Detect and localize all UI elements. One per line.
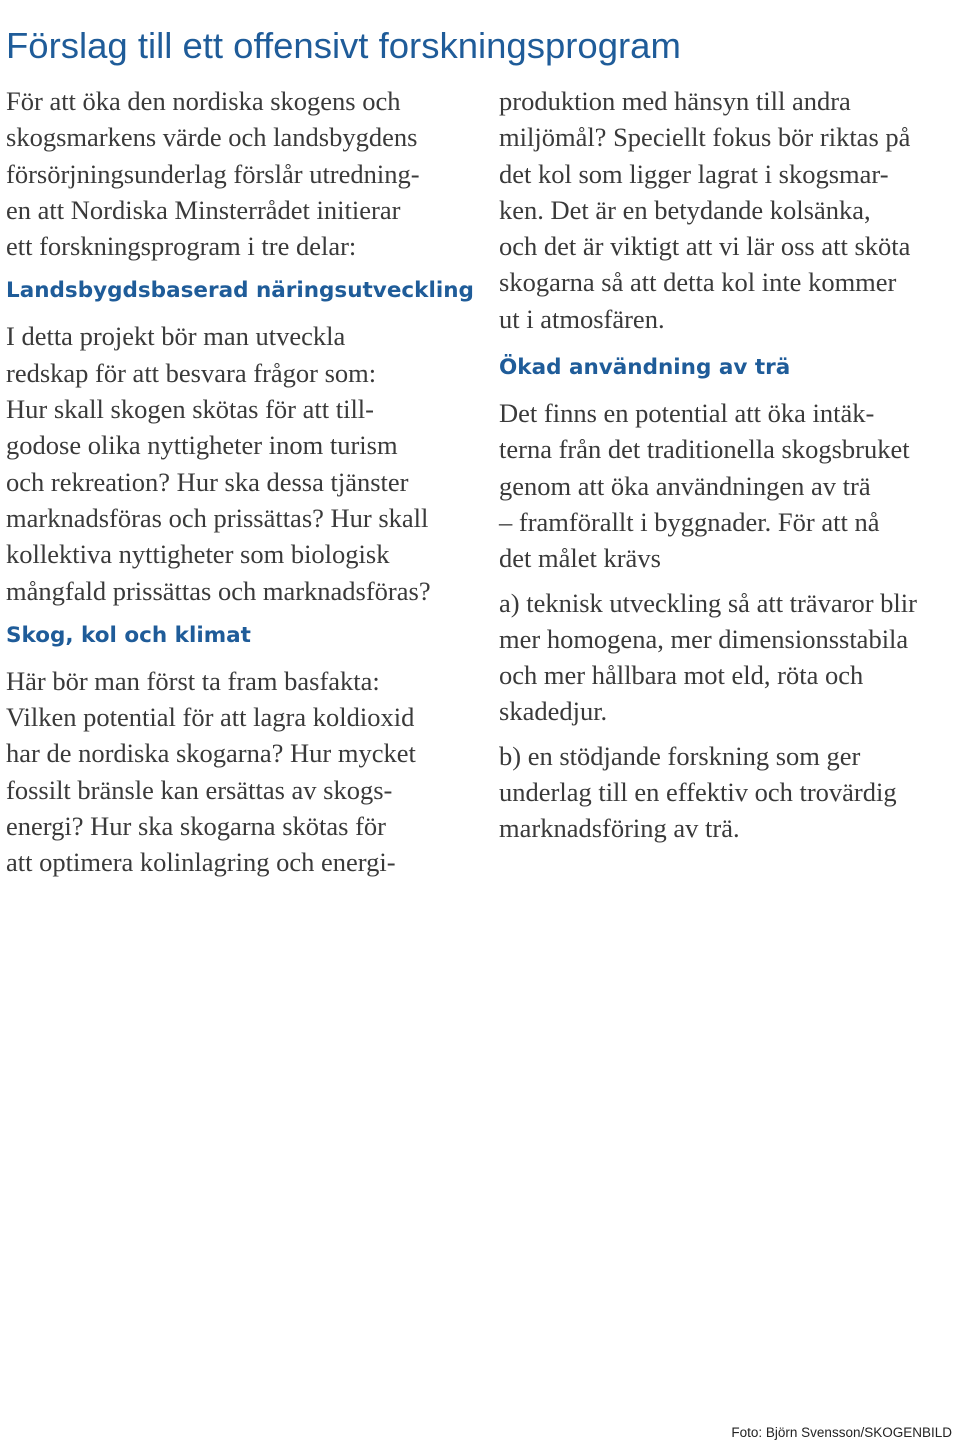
text-line: och rekreation? Hur ska dessa tjänster [6,466,409,497]
text-line: mångfald prissättas och marknadsföras? [6,575,431,606]
text-line: I detta projekt bör man utveckla [6,321,346,352]
text-line: produktion med hänsyn till andra [499,86,851,116]
section-okad-anvandning-body [499,395,957,576]
text-line: kollektiva nyttigheter som biologisk [6,539,390,570]
section-heading-okad-anvandning: Ökad användning av trä [499,355,791,381]
text-line: en att Nordiska Minsterrådet initierar [6,194,401,225]
text-line: marknadsföras och prissättas? Hur skall [6,502,429,533]
text-line: terna från det traditionella skogsbruket [499,434,910,465]
intro-paragraph [6,83,476,264]
photo-credit: Foto: Björn Svensson/SKOGENBILD [731,1425,952,1440]
section-heading-skog-kol-klimat: Skog, kol och klimat [6,622,251,648]
text-line: skadedjur. [499,696,608,727]
text-line: Det finns en potential att öka intäk- [499,398,875,429]
text-line: – framförallt i byggnader. För att nå [499,506,880,537]
text-line: det kol som ligger lagrat i skogsmar- [499,158,889,189]
text-line: miljömål? Speciellt fokus bör riktas på [499,122,911,153]
text-line: fossilt bränsle kan ersättas av skogs- [6,774,393,805]
section-heading-landsbygd: Landsbygdsbaserad näringsutveckling [6,278,474,304]
text-line: ken. Det är en betydande kolsänka, [499,194,871,225]
text-line: b) en stödjande forskning som ger [499,740,861,771]
left-column [6,83,476,881]
text-line: underlag till en effektiv och trovärdig [499,777,897,808]
text-line: För att öka den nordiska skogens och [6,86,401,116]
text-line: redskap för att besvara frågor som: [6,357,377,388]
text-line: energi? Hur ska skogarna skötas för [6,811,386,842]
text-line: skogsmarkens värde och landsbygdens [6,122,418,153]
text-line: a) teknisk utveckling så att trävaror blir [499,587,917,618]
text-line: Här bör man först ta fram basfakta: [6,665,380,696]
continuation-paragraph [499,83,957,337]
text-line: och mer hållbara mot eld, röta och [499,660,864,691]
text-line: skogarna så att detta kol inte kommer [499,267,897,298]
text-line: Hur skall skogen skötas för att till- [6,394,374,425]
text-line: har de nordiska skogarna? Hur mycket [6,738,416,769]
text-line: ett forskningsprogram i tre delar: [6,231,357,262]
list-item-a [499,585,957,730]
text-line: försörjningsunderlag förslår utredning- [6,158,420,189]
text-line: ut i atmosfären. [499,303,665,334]
text-line: genom att öka användningen av trä [499,470,871,501]
text-line: marknadsföring av trä. [499,813,740,844]
text-line: och det är viktigt att vi lär oss att sköta [499,231,911,262]
right-column [499,83,957,847]
text-line: mer homogena, mer dimensionsstabila [499,623,909,654]
text-line: Vilken potential för att lagra koldioxid [6,702,415,733]
page-title: Förslag till ett offensivt forskningsprogram [6,25,681,67]
text-line: godose olika nyttigheter inom turism [6,430,398,461]
section-skog-kol-klimat-body [6,663,476,881]
section-landsbygd-body [6,318,476,608]
text-line: det målet krävs [499,543,661,574]
text-line: att optimera kolinlagring och energi- [6,847,396,878]
list-item-b [499,738,957,847]
